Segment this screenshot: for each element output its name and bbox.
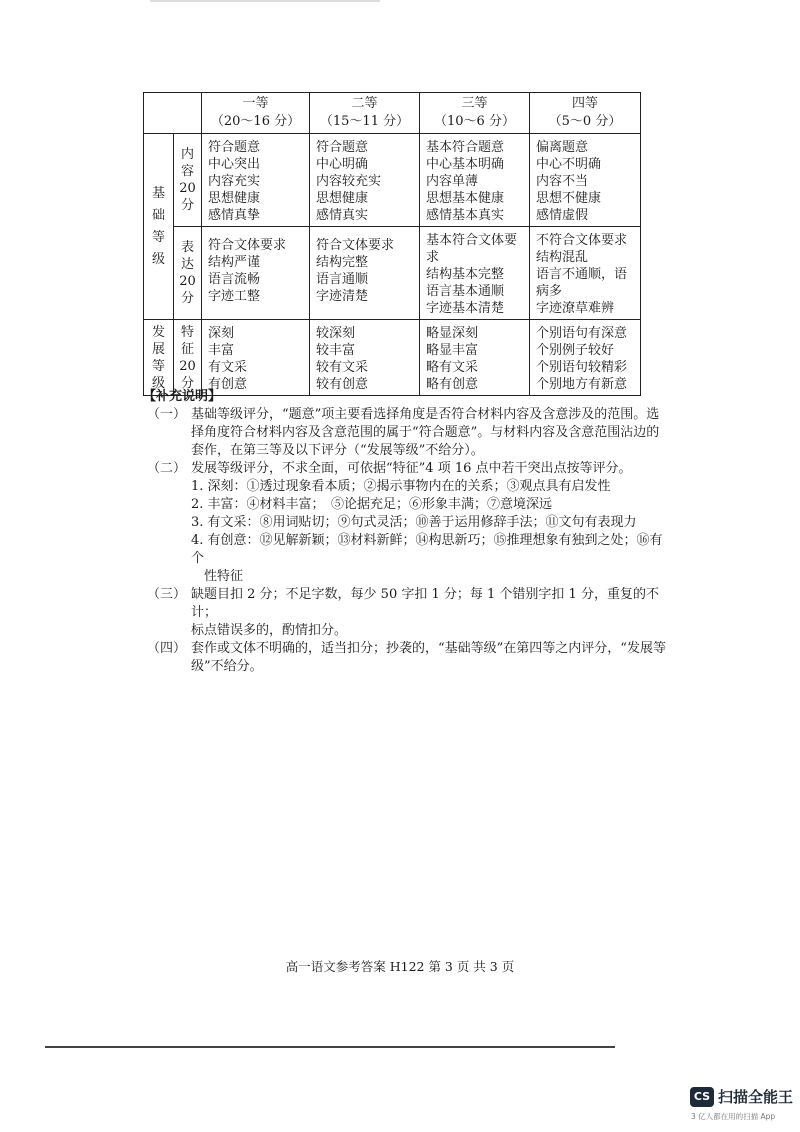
content-row xyxy=(144,134,641,227)
expression-row xyxy=(144,227,641,320)
page-footer: 高一语文参考答案 H122 第 3 页 共 3 页 xyxy=(285,959,515,974)
grade-header-row xyxy=(144,93,641,134)
expression-grade-1-cell: 符合文体要求 结构严谨 语言流畅 字迹工整 xyxy=(202,227,310,320)
note-3: （三） 缺题目扣 2 分；不足字数，每少 50 字扣 1 分；每 1 个错别字扣 1 分，重复的不计； 标点错误多的，酌情扣分。 xyxy=(147,587,659,638)
content-grade-3-cell: 基本符合题意 中心基本明确 内容单薄 思想基本健康 感情基本真实 xyxy=(420,134,530,227)
expression-grade-4-cell: 不符合文体要求 结构混乱 语言不通顺，语 病多 字迹潦草难辨 xyxy=(530,227,641,320)
scanner-watermark xyxy=(690,1086,793,1107)
scan-bottom-line xyxy=(45,1046,615,1048)
corner-cell xyxy=(144,93,202,134)
expression-label: 表 达 20 分 xyxy=(174,227,202,320)
camscanner-logo-icon: CS xyxy=(690,1087,714,1107)
note-1: （一） 基础等级评分，“题意”项主要看选择角度是否符合材料内容及含意涉及的范围。选 择角度符合材料内容及含意范围的属于“符合题意”。与材料内容及含意范围沾边的 套作，在第三等及以下评分（“发展等级”不给分）。 xyxy=(147,407,660,458)
feature-row xyxy=(144,320,641,396)
feature-item-2: 2. 丰富：④材料丰富； ⑤论据充足；⑥形象丰满；⑦意境深远 xyxy=(191,497,553,512)
brand-tagline: 3 亿人都在用的扫描 App xyxy=(691,1112,776,1121)
development-level-label: 发 展 等 级 xyxy=(144,320,174,396)
brand-name: 扫描全能王 xyxy=(718,1088,794,1106)
feature-grade-1-cell: 深刻 丰富 有文采 有创意 xyxy=(202,320,310,396)
content-label: 内 容 20 分 xyxy=(174,134,202,227)
grade-3-header: 三等 （10～6 分） xyxy=(420,93,530,134)
expression-grade-2-cell: 符合文体要求 结构完整 语言通顺 字迹清楚 xyxy=(310,227,420,320)
content-grade-1-cell: 符合题意 中心突出 内容充实 思想健康 感情真挚 xyxy=(202,134,310,227)
grade-2-header: 二等 （15～11 分） xyxy=(310,93,420,134)
feature-grade-3-cell: 略显深刻 略显丰富 略有文采 略有创意 xyxy=(420,320,530,396)
content-grade-2-cell: 符合题意 中心明确 内容较充实 思想健康 感情真实 xyxy=(310,134,420,227)
expression-grade-3-cell: 基本符合文体要 求 结构基本完整 语言基本通顺 字迹基本清楚 xyxy=(420,227,530,320)
scoring-table xyxy=(143,92,641,396)
feature-item-1: 1. 深刻：①透过现象看本质；②揭示事物内在的关系；③观点具有启发性 xyxy=(191,479,611,494)
content-grade-4-cell: 偏离题意 中心不明确 内容不当 思想不健康 感情虚假 xyxy=(530,134,641,227)
basic-level-label: 基础等级 xyxy=(144,134,174,320)
grade-4-header: 四等 （5～0 分） xyxy=(530,93,641,134)
feature-grade-4-cell: 个别语句有深意 个别例子较好 个别语句较精彩 个别地方有新意 xyxy=(530,320,641,396)
notes-title: 【补充说明】 xyxy=(143,389,222,404)
supplementary-notes xyxy=(143,388,673,676)
feature-label: 特 征 20 分 xyxy=(174,320,202,396)
note-2: （二） 发展等级评分，不求全面，可依据“特征”4 项 16 点中若干突出点按等评分。 xyxy=(147,461,632,476)
feature-item-4: 4. 有创意：⑫见解新颖；⑬材料新鲜；⑭构思新巧；⑮推理想象有独到之处；⑯有个 xyxy=(191,533,663,566)
feature-item-4-cont: 性特征 xyxy=(204,569,244,584)
feature-item-3: 3. 有文采：⑧用词贴切；⑨句式灵活；⑩善于运用修辞手法；⑪文句有表现力 xyxy=(191,515,637,530)
note-4: （四） 套作或文体不明确的，适当扣分；抄袭的，“基础等级”在第四等之内评分，“发展等 级”不给分。 xyxy=(147,641,666,674)
feature-grade-2-cell: 较深刻 较丰富 较有文采 较有创意 xyxy=(310,320,420,396)
scan-edge-line xyxy=(150,0,380,2)
grade-1-header: 一等 （20～16 分） xyxy=(202,93,310,134)
